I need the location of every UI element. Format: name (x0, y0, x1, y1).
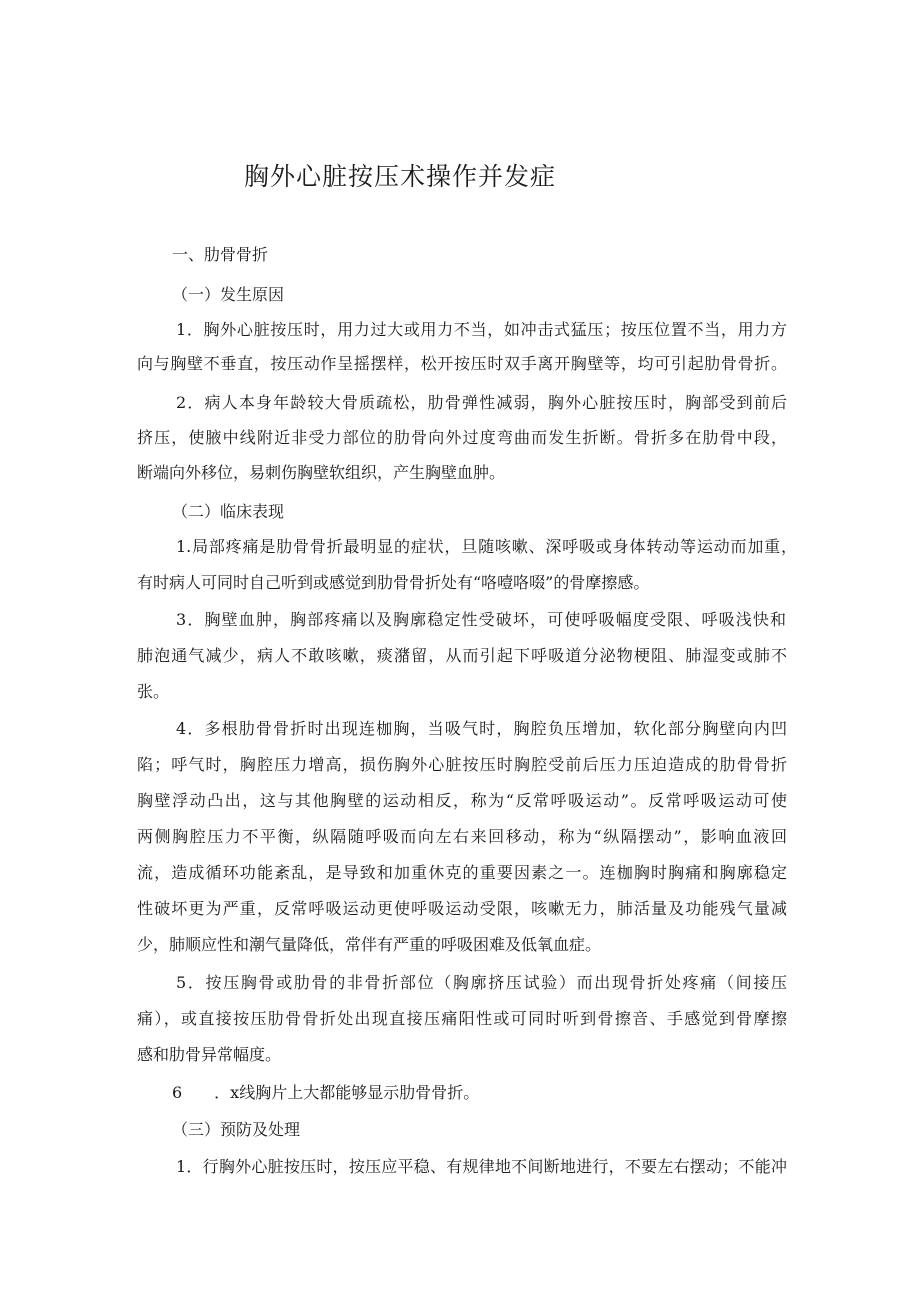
paragraph-line: 1．胸外心脏按压时，用力过大或用力不当，如冲击式猛压；按压位置不当，用力方 (176, 320, 787, 339)
paragraph-line: 向与胸壁不垂直，按压动作呈摇摆样，松开按压时双手离开胸壁等，均可引起肋骨骨折。 (137, 354, 787, 373)
subsection-heading-prevention: （三）预防及处理 (172, 1120, 301, 1139)
document-title: 胸外心脏按压术操作并发症 (244, 162, 557, 191)
paragraph-line: 5．按压胸骨或肋骨的非骨折部位（胸廓挤压试验）而出现骨折处疼痛（间接压 (176, 973, 787, 992)
paragraph-line: 感和肋骨异常幅度。 (137, 1045, 282, 1064)
paragraph-line: 陷；呼气时，胸腔压力增高，损伤胸外心脏按压时胸腔受前后压力压迫造成的肋骨骨折 (137, 755, 787, 774)
paragraph-line: 少，肺顺应性和潮气量降低，常伴有严重的呼吸困难及低氧血症。 (137, 935, 602, 954)
paragraph-line: 两侧胸腔压力不平衡，纵隔随呼吸而向左右来回移动，称为“纵隔摆动”，影响血液回 (137, 827, 787, 846)
paragraph-line: 流，造成循环功能紊乱，是导致和加重休克的重要因素之一。连枷胸时胸痛和胸廓稳定 (137, 863, 787, 882)
subsection-heading-causes: （一）发生原因 (172, 285, 285, 304)
paragraph-line: 胸壁浮动凸出，这与其他胸壁的运动相反，称为“反常呼吸运动”。反常呼吸运动可使 (137, 791, 787, 810)
paragraph-line: 性破坏更为严重，反常呼吸运动更使呼吸运动受限，咳嗽无力，肺活量及功能残气量减 (137, 899, 787, 918)
paragraph-line: 有时病人可同时自己听到或感觉到肋骨骨折处有“咯噎咯啜”的骨摩擦感。 (137, 573, 650, 592)
paragraph-line: 痛），或直接按压肋骨骨折处出现直接压痛阳性或可同时听到骨擦音、手感觉到骨摩擦 (137, 1009, 787, 1028)
paragraph-line: 张。 (137, 682, 170, 701)
paragraph-line: 6 ．x线胸片上大都能够显示肋骨骨折。 (172, 1083, 480, 1102)
paragraph-line: 1.局部疼痛是肋骨骨折最明显的症状，旦随咳嗽、深呼吸或身体转动等运动而加重， (176, 537, 797, 556)
paragraph-line: 肺泡通气减少，病人不敢咳嗽，痰潴留，从而引起下呼吸道分泌物梗阻、肺湿变或肺不 (137, 646, 787, 665)
subsection-heading-clinical: （二）临床表现 (172, 502, 285, 521)
paragraph-line: 1．行胸外心脏按压时，按压应平稳、有规律地不间断地进行，不要左右摆动；不能冲 (176, 1157, 787, 1176)
paragraph-line: 挤压，使腋中线附近非受力部位的肋骨向外过度弯曲而发生折断。骨折多在肋骨中段， (137, 428, 787, 447)
paragraph-line: 2．病人本身年龄较大骨质疏松，肋骨弹性减弱，胸外心脏按压时，胸部受到前后 (176, 393, 787, 412)
section-heading-rib-fracture: 一、肋骨骨折 (172, 245, 269, 264)
paragraph-line: 3．胸壁血肿，胸部疼痛以及胸廓稳定性受破坏，可使呼吸幅度受限、呼吸浅快和 (176, 610, 786, 629)
paragraph-line: 断端向外移位，易刺伤胸壁软组织，产生胸壁血肿。 (137, 463, 506, 482)
paragraph-line: 4．多根肋骨骨折时出现连枷胸，当吸气时，胸腔负压增加，软化部分胸壁向内凹 (176, 719, 787, 738)
